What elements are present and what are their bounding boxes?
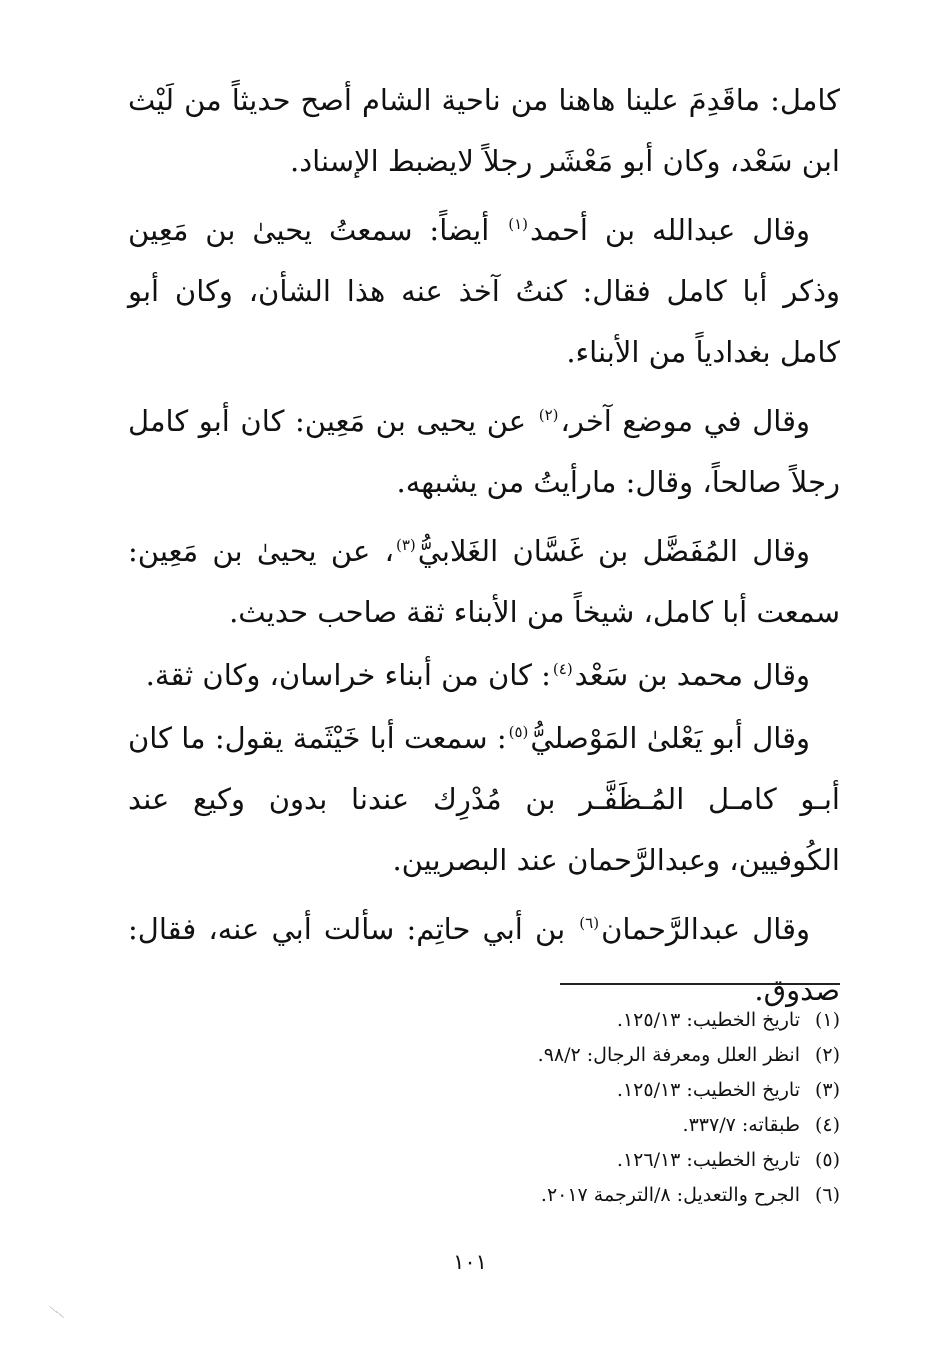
paragraph-text: كامل: ماقَدِمَ علينا هاهنا من ناحية الشام أصح حديثاً من لَيْث ابن سَعْد، وكان أبو مَعْشَر رجلاً لايضبط الإسناد. — [128, 83, 840, 178]
paragraph-text: أيضاً: سمعتُ يحيىٰ بن مَعِين وذكر أبا كامل فقال: كنتُ آخذ عنه هذا الشأن، وكان أبو كامل بغدادياً من الأبناء. — [128, 213, 840, 369]
paragraph-text: وقال في موضع آخر، — [560, 404, 810, 438]
footnote-item — [240, 1003, 840, 1038]
paragraph-text: وقال أبو يَعْلىٰ المَوْصليُّ — [530, 721, 810, 755]
paragraph-2 — [128, 200, 840, 383]
footnote-item — [240, 1073, 840, 1108]
footnote-text: طبقاته: ٣٣٧/٧. — [682, 1114, 800, 1136]
paragraph-text: وقال عبدالله بن أحمد — [530, 213, 810, 247]
footnote-marker[interactable]: (٣) — [395, 536, 416, 555]
scan-speck — [48, 1305, 66, 1319]
paragraph-text: وقال عبدالرَّحمان — [601, 912, 810, 946]
footnote-number: (٢) — [814, 1044, 840, 1066]
paragraph-5 — [128, 645, 840, 706]
footnote-item — [240, 1038, 840, 1073]
footnote-marker[interactable]: (١) — [508, 215, 529, 234]
paragraph-6 — [128, 708, 840, 891]
footnote-number: (٦) — [814, 1184, 840, 1206]
paragraph-1 — [128, 70, 840, 192]
paragraph-text: : كان من أبناء خراسان، وكان ثقة. — [145, 658, 551, 692]
footnote-number: (١) — [814, 1009, 840, 1031]
footnote-item — [240, 1108, 840, 1143]
footnote-text: تاريخ الخطيب: ١٢٥/١٣. — [616, 1079, 800, 1101]
paragraph-4 — [128, 521, 840, 643]
main-text — [128, 70, 840, 1029]
footnote-number: (٣) — [814, 1079, 840, 1101]
footnote-marker[interactable]: (٦) — [579, 914, 600, 933]
footnote-item — [240, 1143, 840, 1178]
paragraph-text: وقال المُفَضَّل بن غَسَّان الغَلابيُّ — [417, 534, 810, 568]
footnote-text: انظر العلل ومعرفة الرجال: ٩٨/٢. — [537, 1044, 800, 1066]
footnote-number: (٥) — [814, 1149, 840, 1171]
footnotes — [240, 1003, 840, 1213]
footnote-text: الجرح والتعديل: ٨/الترجمة ٢٠١٧. — [540, 1184, 800, 1206]
paragraph-text: بن أبي حاتِم: سألت أبي عنه، فقال: صدوق. — [128, 912, 840, 1007]
footnote-number: (٤) — [814, 1114, 840, 1136]
footnote-marker[interactable]: (٤) — [552, 660, 573, 679]
paragraph-text: : سمعت أبا خَيْثَمة يقول: ما كان أبـو كامـل المُـظَفَّـر بن مُدْرِك عندنا بدون وكيع عند الكُوفيين، وعبدالرَّحمان عند البصريين. — [128, 721, 840, 877]
footnote-marker[interactable]: (٢) — [538, 406, 559, 425]
footnote-item — [240, 1178, 840, 1213]
footnote-marker[interactable]: (٥) — [508, 723, 529, 742]
footnote-separator — [560, 983, 840, 985]
footnote-text: تاريخ الخطيب: ١٢٥/١٣. — [616, 1009, 800, 1031]
footnote-text: تاريخ الخطيب: ١٢٦/١٣. — [616, 1149, 800, 1171]
paragraph-text: عن يحيى بن مَعِين: كان أبو كامل رجلاً صالحاً، وقال: مارأيتُ من يشبهه. — [128, 404, 840, 499]
page-number: ١٠١ — [453, 1250, 487, 1274]
paragraph-text: ، عن يحيىٰ بن مَعِين: سمعت أبا كامل، شيخاً من الأبناء ثقة صاحب حديث. — [128, 534, 840, 629]
paragraph-text: وقال محمد بن سَعْد — [574, 658, 810, 692]
paragraph-3 — [128, 391, 840, 513]
